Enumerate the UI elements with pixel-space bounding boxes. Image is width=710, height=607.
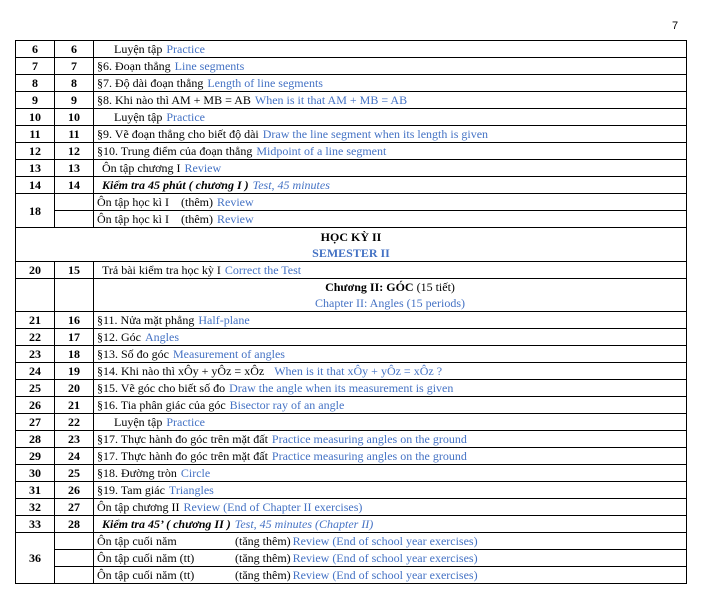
week-cell: 29 [16, 448, 55, 465]
table-row [16, 448, 687, 465]
topic-vi: §6. Đoạn thẳng [97, 59, 171, 73]
topic-vi: Ôn tập cuối năm (tt) [97, 568, 195, 582]
period-cell [55, 533, 94, 550]
topic-en: Review [216, 212, 254, 226]
period-cell: 22 [55, 414, 94, 431]
chapter-title-en: Chapter II: Angles (15 periods) [315, 296, 465, 310]
period-cell: 18 [55, 346, 94, 363]
table-row [16, 177, 687, 194]
table-row [16, 262, 687, 279]
topic-en: Circle [180, 466, 211, 480]
topic-en: Review (End of school year exercises) [292, 534, 478, 548]
topic-cell [94, 414, 687, 431]
topic-vi: §18. Đường tròn [97, 466, 177, 480]
topic-vi: Trả bài kiểm tra học kỳ I [102, 263, 221, 277]
period-cell [55, 567, 94, 584]
table-row [16, 346, 687, 363]
semester-header [16, 228, 687, 262]
topic-vi: Ôn tập cuối năm (tt) [97, 551, 195, 565]
topic-vi: §8. Khi nào thì AM + MB = AB [97, 93, 251, 107]
topic-en: Triangles [168, 483, 214, 497]
week-cell: 26 [16, 397, 55, 414]
period-cell: 26 [55, 482, 94, 499]
topic-en: Line segments [174, 59, 245, 73]
period-cell: 15 [55, 262, 94, 279]
syllabus-table [15, 40, 687, 584]
table-row [16, 160, 687, 177]
topic-en: Draw the line segment when its length is given [262, 127, 489, 141]
period-cell: 12 [55, 143, 94, 160]
topic-cell [94, 143, 687, 160]
topic-en: Midpoint of a line segment [256, 144, 387, 158]
week-cell: 27 [16, 414, 55, 431]
table-row [16, 516, 687, 533]
period-cell [55, 211, 94, 228]
period-cell: 21 [55, 397, 94, 414]
week-cell: 9 [16, 92, 55, 109]
topic-vi: Ôn tập chương II [97, 500, 180, 514]
period-cell [55, 550, 94, 567]
topic-cell [94, 363, 687, 380]
topic-vi: §19. Tam giác [97, 483, 165, 497]
period-cell: 10 [55, 109, 94, 126]
chapter-header [94, 279, 687, 312]
topic-cell [94, 126, 687, 143]
topic-cell [94, 41, 687, 58]
topic-en: Review (End of Chapter II exercises) [183, 500, 363, 514]
topic-vi: Luyện tập [114, 110, 163, 124]
topic-cell [94, 448, 687, 465]
topic-cell [94, 482, 687, 499]
topic-en: Test, 45 minutes (Chapter II) [234, 517, 374, 531]
week-cell: 25 [16, 380, 55, 397]
topic-note: (tăng thêm) [235, 568, 291, 582]
topic-en: Measurement of angles [173, 347, 285, 361]
topic-vi: §12. Góc [97, 330, 141, 344]
week-cell: 21 [16, 312, 55, 329]
test-title-vi: Kiểm tra 45 phút ( chương I ) [102, 178, 249, 192]
period-cell: 20 [55, 380, 94, 397]
topic-cell [94, 177, 687, 194]
week-cell: 24 [16, 363, 55, 380]
table-row [16, 109, 687, 126]
topic-cell [94, 211, 687, 228]
topic-cell [94, 431, 687, 448]
topic-cell [94, 380, 687, 397]
topic-vi: Luyện tập [114, 42, 163, 56]
period-cell: 24 [55, 448, 94, 465]
topic-vi: §14. Khi nào thì xÔy + yÔz = xÔz [97, 364, 265, 378]
topic-vi: §11. Nửa mặt phẳng [97, 313, 195, 327]
page-number: 7 [672, 20, 679, 32]
topic-cell [94, 499, 687, 516]
period-cell: 9 [55, 92, 94, 109]
week-cell: 20 [16, 262, 55, 279]
topic-en: Practice measuring angles on the ground [271, 432, 467, 446]
week-cell [16, 279, 55, 312]
test-title-vi: Kiểm tra 45’ ( chương II ) [102, 517, 231, 531]
topic-cell [94, 194, 687, 211]
week-cell: 30 [16, 465, 55, 482]
table-row [16, 550, 687, 567]
semester-title-vi: HỌC KỲ II [320, 230, 382, 244]
period-cell: 13 [55, 160, 94, 177]
topic-note: (tăng thêm) [235, 534, 291, 548]
topic-en: Practice measuring angles on the ground [271, 449, 467, 463]
week-cell: 6 [16, 41, 55, 58]
topic-en: Practice [166, 110, 205, 124]
chapter-title-vi: Chương II: GÓC (15 tiết) [325, 280, 455, 294]
period-cell: 27 [55, 499, 94, 516]
topic-en: Practice [166, 415, 205, 429]
topic-vi: §7. Độ dài đoạn thẳng [97, 76, 204, 90]
table-row [16, 431, 687, 448]
topic-cell [94, 312, 687, 329]
topic-cell [94, 92, 687, 109]
topic-vi: §15. Vẽ góc cho biết số đo [97, 381, 226, 395]
week-cell: 7 [16, 58, 55, 75]
period-cell: 25 [55, 465, 94, 482]
topic-vi: Ôn tập chương I [102, 161, 181, 175]
week-cell: 13 [16, 160, 55, 177]
topic-vi: §13. Số đo góc [97, 347, 169, 361]
topic-cell [94, 516, 687, 533]
topic-en: Practice [166, 42, 205, 56]
table-row [16, 380, 687, 397]
topic-vi: Ôn tập học kì I [97, 212, 169, 226]
week-cell: 33 [16, 516, 55, 533]
period-cell [55, 194, 94, 211]
topic-vi: Ôn tập cuối năm [97, 534, 177, 548]
week-cell: 10 [16, 109, 55, 126]
topic-en: Correct the Test [224, 263, 302, 277]
table-row [16, 414, 687, 431]
week-cell: 32 [16, 499, 55, 516]
topic-vi: §10. Trung điểm của đoạn thẳng [97, 144, 253, 158]
week-cell: 22 [16, 329, 55, 346]
topic-note: (tăng thêm) [235, 551, 291, 565]
topic-en: Half-plane [198, 313, 250, 327]
topic-en: Draw the angle when its measurement is given [229, 381, 454, 395]
table-row [16, 143, 687, 160]
table-row [16, 194, 687, 211]
topic-cell [94, 329, 687, 346]
topic-cell [94, 533, 687, 550]
week-cell: 23 [16, 346, 55, 363]
period-cell: 19 [55, 363, 94, 380]
table-row [16, 397, 687, 414]
table-row [16, 312, 687, 329]
topic-cell [94, 550, 687, 567]
topic-note: (thêm) [180, 212, 213, 226]
topic-vi: §17. Thực hành đo góc trên mặt đất [97, 449, 268, 463]
table-row [16, 75, 687, 92]
week-cell: 14 [16, 177, 55, 194]
period-cell: 11 [55, 126, 94, 143]
topic-en: Length of line segments [207, 76, 323, 90]
week-cell: 36 [16, 533, 55, 584]
semester-header-row [16, 228, 687, 262]
topic-cell [94, 262, 687, 279]
table-row [16, 533, 687, 550]
topic-vi: Luyện tập [114, 415, 163, 429]
semester-title-en: SEMESTER II [312, 246, 390, 260]
topic-en: Review (End of school year exercises) [292, 568, 478, 582]
topic-cell [94, 58, 687, 75]
topic-note: (thêm) [180, 195, 213, 209]
table-row [16, 363, 687, 380]
period-cell: 16 [55, 312, 94, 329]
week-cell: 11 [16, 126, 55, 143]
period-cell: 23 [55, 431, 94, 448]
table-row [16, 58, 687, 75]
topic-en: Review (End of school year exercises) [292, 551, 478, 565]
period-cell [55, 279, 94, 312]
table-row [16, 567, 687, 584]
table-row [16, 126, 687, 143]
topic-cell [94, 567, 687, 584]
period-cell: 8 [55, 75, 94, 92]
topic-cell [94, 397, 687, 414]
table-row [16, 41, 687, 58]
topic-en: Review [216, 195, 254, 209]
topic-vi: §9. Vẽ đoạn thẳng cho biết độ dài [97, 127, 259, 141]
period-cell: 14 [55, 177, 94, 194]
period-cell: 7 [55, 58, 94, 75]
topic-en: When is it that xÔy + yÔz = xÔz ? [274, 364, 443, 378]
topic-en: Bisector ray of an angle [229, 398, 345, 412]
topic-en: Review [184, 161, 222, 175]
topic-en: Test, 45 minutes [252, 178, 330, 192]
table-row [16, 329, 687, 346]
table-row [16, 92, 687, 109]
period-cell: 28 [55, 516, 94, 533]
topic-vi: Ôn tập học kì I [97, 195, 169, 209]
week-cell: 28 [16, 431, 55, 448]
period-cell: 6 [55, 41, 94, 58]
period-cell: 17 [55, 329, 94, 346]
week-cell: 8 [16, 75, 55, 92]
table-row [16, 211, 687, 228]
table-row [16, 499, 687, 516]
week-cell: 31 [16, 482, 55, 499]
topic-vi: §16. Tia phân giác của góc [97, 398, 226, 412]
week-cell: 12 [16, 143, 55, 160]
chapter-header-row [16, 279, 687, 312]
topic-cell [94, 109, 687, 126]
topic-cell [94, 75, 687, 92]
table-row [16, 465, 687, 482]
topic-cell [94, 160, 687, 177]
topic-en: When is it that AM + MB = AB [254, 93, 408, 107]
topic-en: Angles [145, 330, 179, 344]
topic-vi: §17. Thực hành đo góc trên mặt đất [97, 432, 268, 446]
topic-cell [94, 346, 687, 363]
week-cell: 18 [16, 194, 55, 228]
topic-cell [94, 465, 687, 482]
table-row [16, 482, 687, 499]
